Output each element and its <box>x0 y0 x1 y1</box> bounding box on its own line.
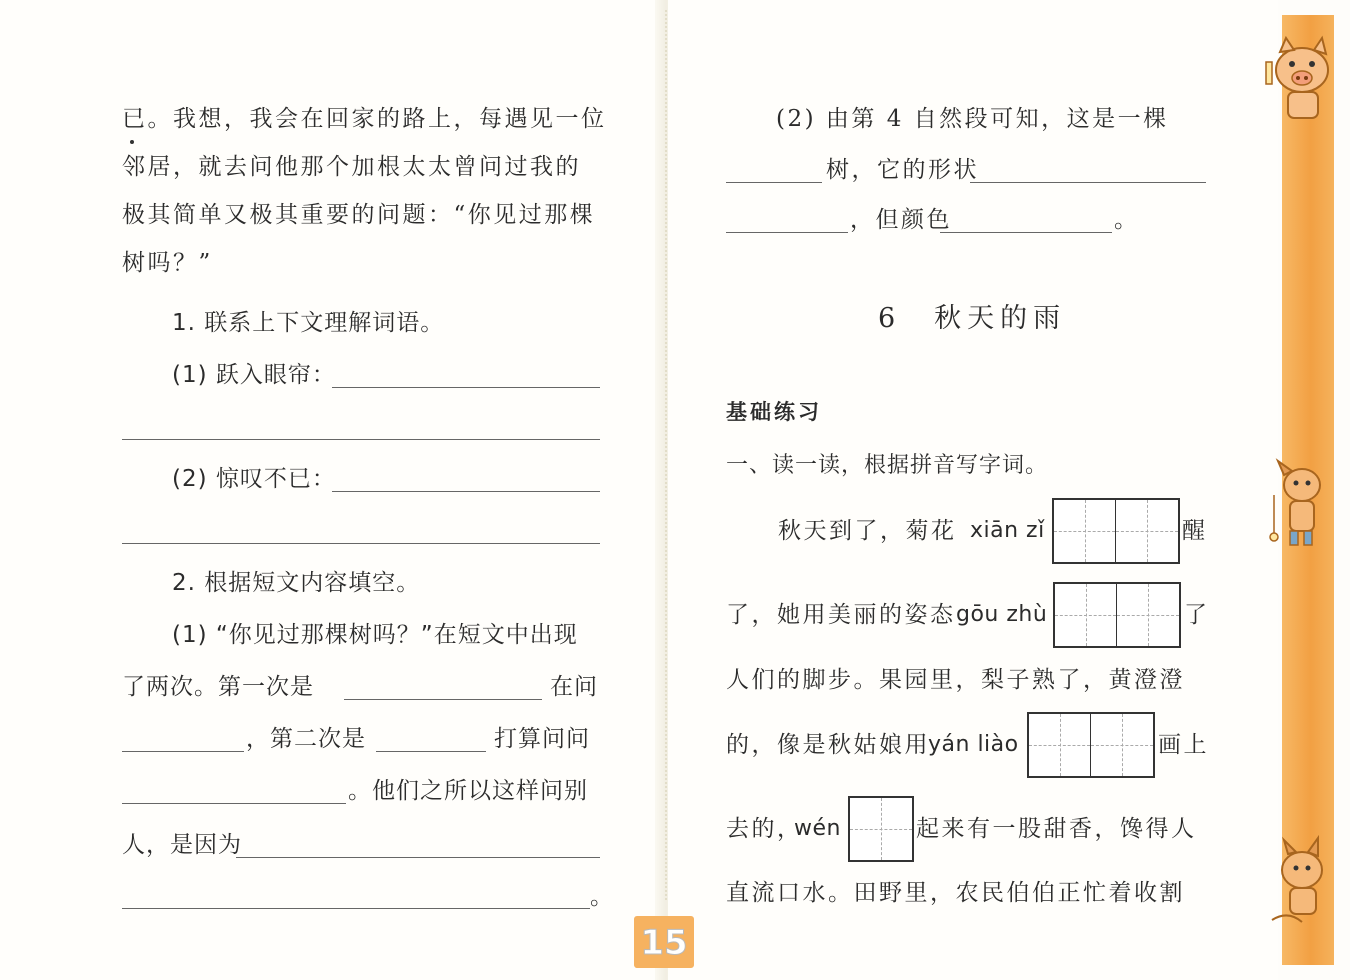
writing-grid-4[interactable] <box>1027 712 1155 778</box>
answer-blank-q2-1[interactable] <box>344 699 542 700</box>
answer-blank-q2-5b[interactable] <box>122 908 590 909</box>
dog-mascot-icon <box>1258 455 1338 555</box>
grid-cell[interactable] <box>1055 584 1117 646</box>
passage-line-1: 已。我想，我会在回家的路上，每遇见一位 <box>122 106 607 132</box>
writing-grid-2[interactable] <box>1053 582 1181 648</box>
question-2-line-5: 人，是因为 <box>122 832 242 858</box>
answer-blank-q2-2[interactable] <box>122 751 244 752</box>
answer-blank-tree-color[interactable] <box>940 232 1112 233</box>
question-2-line-2a: 了两次。第一次是 <box>122 674 314 700</box>
section-heading: 基础练习 <box>726 400 822 424</box>
cat-mascot-icon <box>1258 830 1338 930</box>
grid-cell[interactable] <box>1091 714 1153 776</box>
passage-line-2b: 了 <box>1184 602 1210 628</box>
answer-blank-q2-4[interactable] <box>122 803 346 804</box>
answer-blank-q1-1b[interactable] <box>122 439 600 440</box>
answer-blank-q2-5a[interactable] <box>236 857 600 858</box>
pinyin-2: gōu zhù <box>956 602 1048 627</box>
grid-cell[interactable] <box>1116 500 1178 562</box>
question-2-item-2-b: 树，它的形状 <box>826 157 979 183</box>
passage-line-3: 人们的脚步。果园里，梨子熟了，黄澄澄 <box>726 667 1185 693</box>
answer-blank-q1-2a[interactable] <box>332 491 600 492</box>
pig-mascot-icon <box>1258 30 1338 130</box>
passage-line-4a: 的，像是秋姑娘用 <box>726 732 930 758</box>
emphasis-dot <box>130 140 134 144</box>
question-2-item-2-d: 。 <box>1114 207 1140 233</box>
answer-blank-shape-cont[interactable] <box>726 232 848 233</box>
left-page <box>0 0 662 980</box>
pinyin-4: yán liào <box>928 732 1019 757</box>
answer-blank-q1-1a[interactable] <box>332 387 600 388</box>
answer-blank-q1-2b[interactable] <box>122 543 600 544</box>
question-2-line-3a: ，第二次是 <box>246 726 366 752</box>
answer-blank-tree-shape[interactable] <box>970 182 1206 183</box>
writing-grid-1[interactable] <box>1052 498 1180 564</box>
question-2-title: 2. 根据短文内容填空。 <box>172 570 421 596</box>
question-2-line-2b: 在问 <box>550 674 598 700</box>
pinyin-1: xiān zǐ <box>970 518 1045 543</box>
passage-line-5a: 去的， <box>726 816 803 842</box>
lesson-title: 6 秋天的雨 <box>878 303 1067 334</box>
right-page <box>668 0 1278 980</box>
passage-line-2: 邻居，就去问他那个加根太太曾问过我的 <box>122 154 581 180</box>
grid-cell[interactable] <box>1029 714 1091 776</box>
question-2-line-1: (1) “你见过那棵树吗？”在短文中出现 <box>172 622 578 648</box>
passage-line-5b: 起来有一股甜香，馋得人 <box>916 816 1197 842</box>
passage-line-2a: 了，她用美丽的姿态 <box>726 602 956 628</box>
answer-blank-q2-3[interactable] <box>376 751 486 752</box>
task-1-heading: 一、读一读，根据拼音写字词。 <box>726 453 1049 478</box>
pinyin-5: wén <box>794 816 841 841</box>
question-2-line-3b: 打算问问 <box>494 726 590 752</box>
answer-blank-tree-type[interactable] <box>726 182 822 183</box>
writing-grid-5[interactable] <box>848 796 914 862</box>
question-1-item-2: (2) 惊叹不已： <box>172 466 336 492</box>
question-2-item-2-c: ，但颜色 <box>850 207 952 233</box>
passage-line-1b: 醒 <box>1182 518 1208 544</box>
question-1-item-1: (1) 跃入眼帘： <box>172 362 336 388</box>
grid-cell[interactable] <box>850 798 912 860</box>
page-number: 15 <box>634 916 694 968</box>
question-2-line-4: 。他们之所以这样问别 <box>348 778 588 804</box>
question-2-item-2-a: (2) 由第 4 自然段可知，这是一棵 <box>776 106 1169 132</box>
passage-line-4: 树吗？” <box>122 250 213 276</box>
grid-cell[interactable] <box>1054 500 1116 562</box>
question-1-title: 1. 联系上下文理解词语。 <box>172 310 445 336</box>
grid-cell[interactable] <box>1117 584 1179 646</box>
passage-line-6: 直流口水。田野里，农民伯伯正忙着收割 <box>726 880 1185 906</box>
question-2-line-6: 。 <box>590 884 616 910</box>
passage-line-1a: 秋天到了，菊花 <box>778 518 957 544</box>
passage-line-4b: 画上 <box>1158 732 1209 758</box>
passage-line-3: 极其简单又极其重要的问题：“你见过那棵 <box>122 202 596 228</box>
